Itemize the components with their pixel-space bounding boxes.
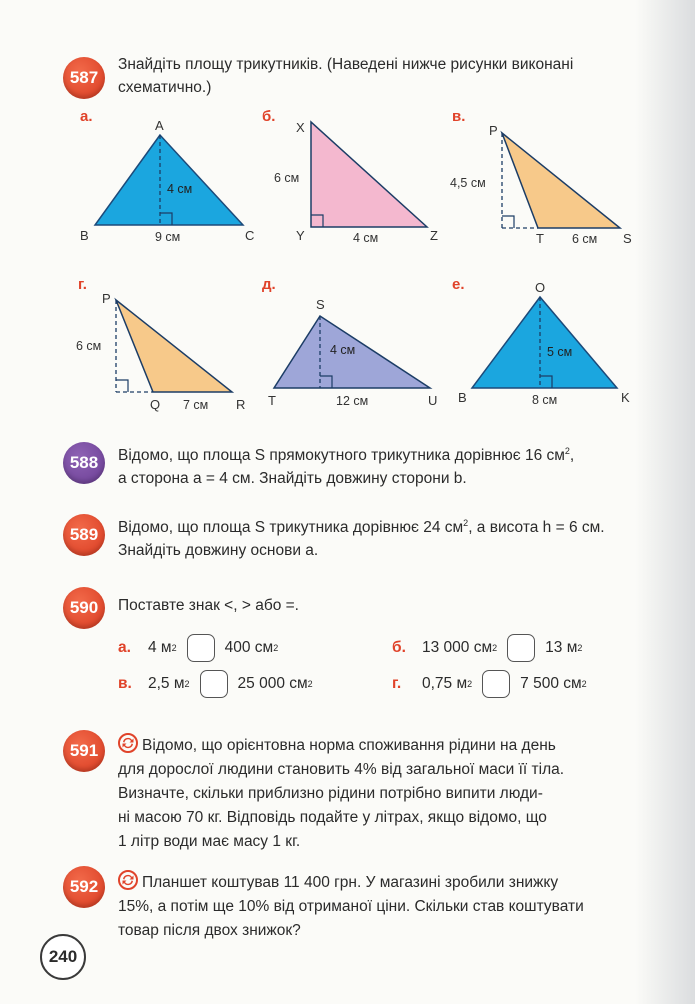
vertex-Z: Z: [430, 228, 438, 243]
exercise-badge-587: 587: [63, 57, 105, 99]
compare-item-v: [118, 670, 313, 698]
exercise-588-line1: Відомо, що площа S прямокутного трикутника дорівнює 16 см: [118, 447, 565, 465]
exercise-587-text: Знайдіть площу трикутників. (Наведені нижче рисунки виконані схематично.): [118, 56, 574, 96]
vertex-S: S: [623, 231, 632, 246]
vertex-O: O: [535, 280, 546, 295]
base-label-a: 9 см: [155, 230, 181, 244]
answer-box[interactable]: [507, 634, 535, 662]
figure-letter-v: в.: [452, 108, 466, 125]
exercise-badge-588: 588: [63, 442, 105, 484]
vertex-P: P: [489, 123, 498, 138]
exercise-592-line-1: [118, 870, 638, 895]
item-letter: а.: [118, 639, 131, 656]
item-letter: в.: [118, 675, 132, 692]
item-letter: б.: [392, 639, 406, 656]
comma: ,: [569, 447, 575, 465]
compare-item-a: [118, 634, 278, 662]
figure-letter-a: а.: [80, 108, 93, 125]
exercise-591-line-2: для дорослої людини становить 4% від загальної маси її тіла.: [118, 761, 565, 778]
answer-box[interactable]: [482, 670, 510, 698]
sup: 2: [581, 679, 587, 689]
leg-label-b-4: 4 см: [353, 231, 379, 245]
height-label-a: 4 см: [167, 182, 193, 196]
figure-letter-g: г.: [78, 276, 87, 293]
height-label-v: 4,5 см: [450, 176, 486, 190]
exercise-589-line1a: Відомо, що площа S трикутника дорівнює 24 см: [118, 519, 464, 537]
exercise-589-line2: Знайдіть довжину основи a.: [118, 542, 319, 560]
base-label-g: 7 см: [183, 398, 209, 412]
figure-letter-b: б.: [262, 108, 276, 125]
triangle-d: [268, 297, 437, 408]
exercise-badge-591: 591: [63, 730, 105, 772]
vertex-R: R: [236, 397, 246, 412]
triangle-a: [80, 118, 254, 244]
left-value: 4 м: [148, 639, 172, 656]
triangle-e: [458, 280, 630, 407]
sup: 2: [467, 679, 473, 689]
right-value: 13 м: [545, 639, 578, 656]
base-label-d: 12 см: [336, 394, 369, 408]
right-value: 7 500 см: [520, 675, 582, 692]
vertex-U: U: [428, 393, 438, 408]
exercise-591-line-4: ні масою 70 кг. Відповідь подайте у літрах, якщо відомо, що: [118, 809, 547, 826]
height-label-g: 6 см: [76, 339, 102, 353]
page-number: 240: [40, 934, 86, 980]
sup-2: 2: [463, 518, 469, 528]
exercise-590-text: Поставте знак <, > або =.: [118, 597, 299, 614]
base-label-e: 8 см: [532, 393, 558, 407]
base-label-v: 6 см: [572, 232, 598, 246]
height-label-d: 4 см: [330, 343, 356, 357]
cycle-icon: [118, 870, 138, 890]
triangle-b: [274, 120, 438, 245]
leg-label-b-6: 6 см: [274, 171, 300, 185]
vertex-X: X: [296, 120, 305, 135]
vertex-T: T: [536, 231, 544, 246]
exercise-591-line-3: Визначте, скільки приблизно рідини потрібно випити люди-: [118, 785, 543, 802]
vertex-Y: Y: [296, 228, 305, 243]
text-line: Відомо, що орієнтовна норма споживання рідини на день: [142, 737, 556, 754]
exercise-badge-592: 592: [63, 866, 105, 908]
triangle-v: [450, 123, 632, 246]
exercise-591-line-5: 1 літр води має масу 1 кг.: [118, 833, 301, 850]
vertex-Q: Q: [150, 397, 161, 412]
exercise-589-line1b: , а висота h = 6 см.: [468, 519, 605, 537]
exercise-591-line-1: [118, 733, 638, 758]
exercise-badge-590: 590: [63, 587, 105, 629]
sup: 2: [171, 643, 177, 653]
compare-item-g: [392, 670, 587, 698]
compare-item-b: [392, 634, 582, 662]
triangles-figures: [0, 0, 695, 420]
sup: 2: [492, 643, 498, 653]
figure-letter-e: е.: [452, 276, 465, 293]
exercise-591-text: [118, 733, 638, 854]
left-value: 0,75 м: [422, 675, 468, 692]
exercise-588-text: [118, 440, 648, 490]
sup: 2: [307, 679, 313, 689]
sup: 2: [273, 643, 279, 653]
triangle-g: [76, 291, 245, 412]
vertex-A: A: [155, 118, 164, 133]
right-value: 25 000 см: [237, 675, 308, 692]
text-line: Планшет коштував 11 400 грн. У магазині зробили знижку: [142, 874, 559, 891]
vertex-B: B: [80, 228, 89, 243]
exercise-588-line2: а сторона a = 4 см. Знайдіть довжину сторони b.: [118, 470, 467, 488]
exercise-592-text: [118, 870, 638, 943]
exercise-589-text: [118, 512, 648, 562]
vertex-S2: S: [316, 297, 325, 312]
height-label-e: 5 см: [547, 345, 573, 359]
figure-letter-d: д.: [262, 276, 276, 293]
vertex-B2: B: [458, 390, 467, 405]
answer-box[interactable]: [200, 670, 228, 698]
answer-box[interactable]: [187, 634, 215, 662]
left-value: 13 000 см: [422, 639, 493, 656]
sup: 2: [577, 643, 583, 653]
cycle-icon: [118, 733, 138, 753]
item-letter: г.: [392, 675, 402, 692]
left-value: 2,5 м: [148, 675, 185, 692]
sup-2: 2: [564, 446, 570, 456]
vertex-C: C: [245, 228, 255, 243]
sup: 2: [184, 679, 190, 689]
right-value: 400 см: [224, 639, 274, 656]
exercise-badge-589: 589: [63, 514, 105, 556]
vertex-P2: P: [102, 291, 111, 306]
vertex-K: K: [621, 390, 630, 405]
vertex-T2: T: [268, 393, 276, 408]
exercise-592-line-2: 15%, а потім ще 10% від отриманої ціни. Скільки став коштувати: [118, 898, 584, 915]
exercise-592-line-3: товар після двох знижок?: [118, 922, 301, 939]
